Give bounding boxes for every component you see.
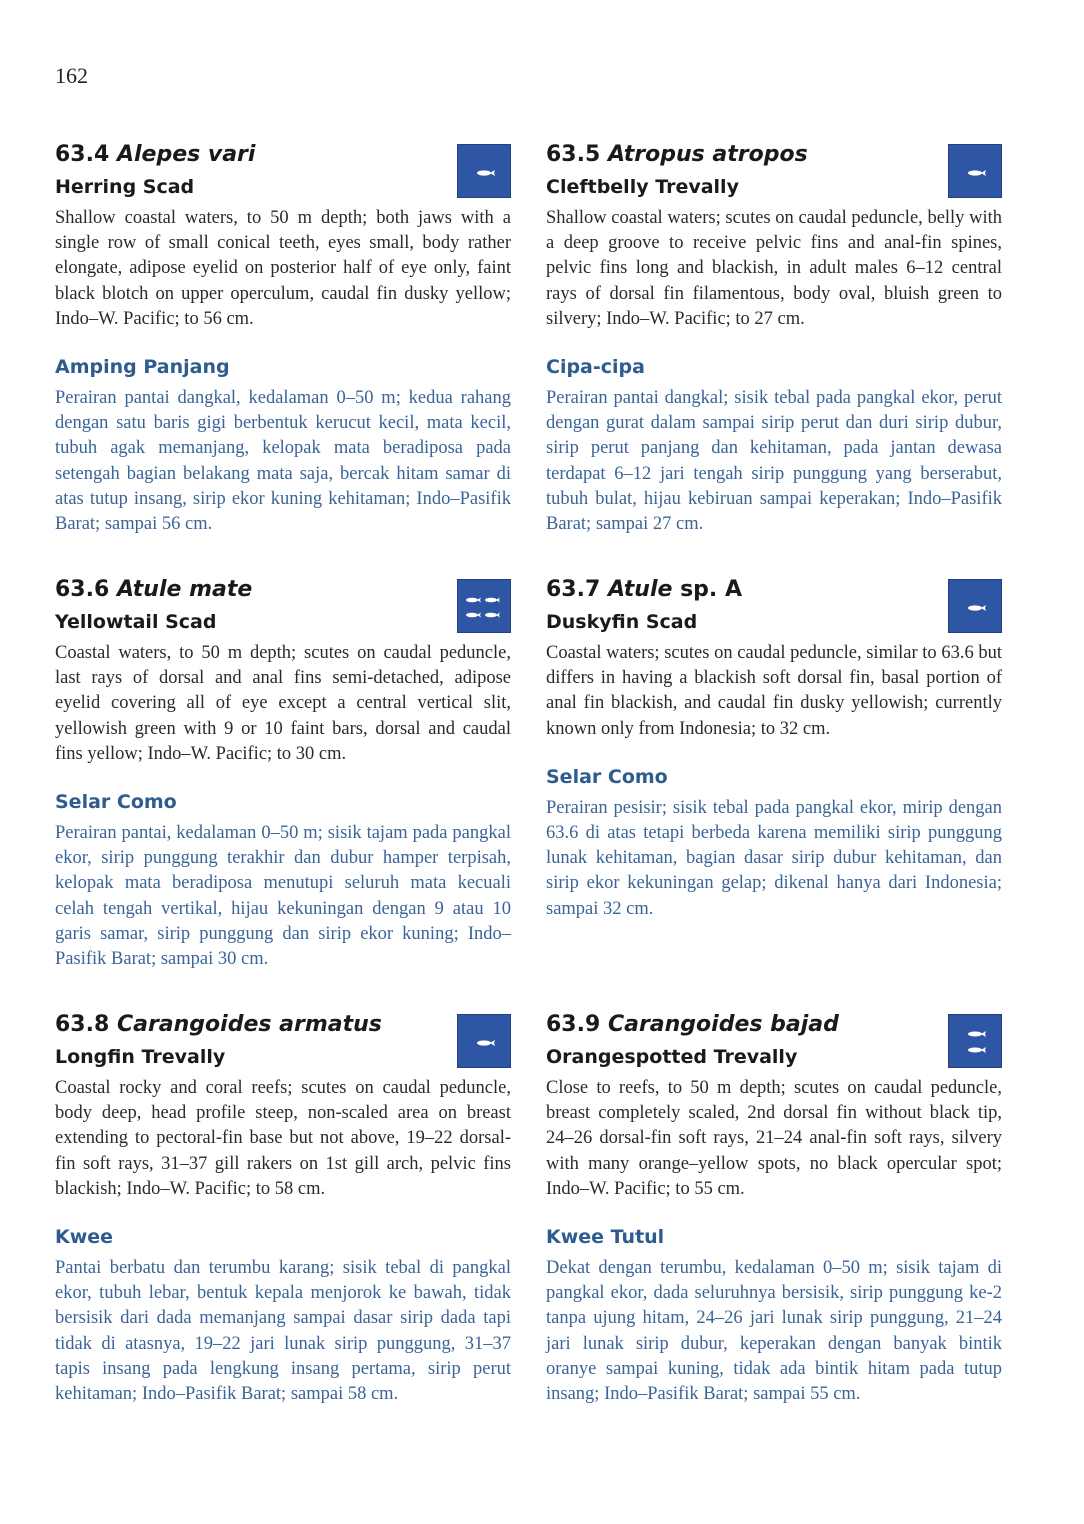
single-fish-icon (457, 144, 511, 198)
species-number: 63.4 (55, 142, 110, 167)
species-number: 63.5 (546, 142, 601, 167)
common-name: Yellowtail Scad (55, 611, 217, 633)
species-description: Close to reefs, to 50 m depth; scutes on caudal peduncle, breast completely scaled, 2nd dorsal fin without black tip, 24–26 dorsal-fin soft rays, 21–24 anal-fin soft rays, silvery with many orange–yellow spots, no black opercular spot; Indo–W. Pacific; to 55 cm. (546, 1078, 1002, 1199)
species-description: Shallow coastal waters, to 50 m depth; both jaws with a single row of small conical teeth, eyes small, body rather elongate, adipose eyelid on posterior half of eye only, faint black blotch on upper operculum, caudal fin dusky yellow; Indo–W. Pacific; to 56 cm. (55, 208, 511, 329)
scientific-suffix: sp. A (672, 577, 742, 602)
species-title (55, 1010, 511, 1040)
local-name: Cipa-cipa (546, 356, 645, 379)
species-description: Shallow coastal waters; scutes on caudal peduncle, belly with a deep groove to receive pelvic fins and anal-fin spines, pelvic fins long and blackish, in adult males 6–12 central rays of dorsal fin filamentous, body oval, bluish green to silvery; Indo–W. Pacific; to 27 cm. (546, 208, 1002, 329)
species-title (546, 1010, 1002, 1040)
local-name: Kwee Tutul (546, 1226, 665, 1249)
scientific-name: Atule (607, 577, 673, 602)
scientific-name: Carangoides bajad (607, 1012, 839, 1037)
species-title (546, 140, 1002, 170)
species-entry (546, 1010, 1002, 1407)
species-description: Coastal waters, to 50 m depth; scutes on caudal peduncle, last rays of dorsal and anal fins semi-detached, adipose eyelid covering all of eye except a central vertical slit, yellowish green with 9 or 10 faint bars, dorsal and caudal fins yellow; Indo–W. Pacific; to 30 cm. (55, 643, 511, 764)
two-fish-icon (948, 1014, 1002, 1068)
common-name: Herring Scad (55, 176, 195, 198)
fish-school-icon (457, 579, 511, 633)
local-description: Perairan pesisir; sisik tebal pada pangkal ekor, mirip dengan 63.6 di atas tetapi berbeda karena memiliki sirip punggung lunak kehitaman, bagian dasar sirip dubur kehitaman, dan sirip ekor kekuningan gelap; dikenal hanya dari Indonesia; sampai 32 cm. (546, 797, 1002, 919)
species-title (55, 575, 511, 605)
species-number: 63.7 (546, 577, 601, 602)
species-number: 63.6 (55, 577, 110, 602)
local-description: Perairan pantai dangkal; sisik tebal pada pangkal ekor, perut dengan gurat dalam sampai sirip perut dan duri sirip dubur, sirip perut panjang dan kehitaman, pada jantan dewasa terdapat 6–12 jari tengah sirip punggung yang berserabut, tubuh bulat, hijau kebiruan sampai keperakan; Indo–Pasifik Barat; sampai 27 cm. (546, 388, 1002, 535)
single-fish-icon (948, 144, 1002, 198)
common-name: Cleftbelly Trevally (546, 176, 739, 198)
species-number: 63.9 (546, 1012, 601, 1037)
species-entry (546, 140, 1002, 537)
single-fish-icon (948, 579, 1002, 633)
local-name: Amping Panjang (55, 356, 230, 379)
species-title (55, 140, 511, 170)
common-name: Orangespotted Trevally (546, 1046, 798, 1068)
single-fish-icon (457, 1014, 511, 1068)
local-name: Kwee (55, 1226, 114, 1249)
local-description: Perairan pantai dangkal, kedalaman 0–50 m; kedua rahang dengan satu baris gigi berbentuk kerucut kecil, mata kecil, tubuh agak memanjang, kelopak mata beradiposa pada setengah bagian belakang mata saja, bercak hitam samar di atas tutup insang, sirip ekor kuning kehitaman; Indo–Pasifik Barat; sampai 56 cm. (55, 388, 511, 535)
local-description: Perairan pantai, kedalaman 0–50 m; sisik tajam pada pangkal ekor, sirip punggung terakhir dan dubur hamper terpisah, kelopak mata beradiposa menutupi seluruh mata kecuali celah tengah vertikal, hijau kekuningan dengan 9 atau 10 garis samar, sirip punggung dan sirip ekor kuning; Indo–Pasifik Barat; sampai 30 cm. (55, 823, 511, 970)
species-entry (55, 140, 511, 537)
species-description: Coastal waters; scutes on caudal peduncle, similar to 63.6 but differs in having a blackish soft dorsal fin, basal portion of anal fin blackish, and caudal fin dusky yellowish; currently known only from Indonesia; to 32 cm. (546, 643, 1002, 739)
species-entry (546, 575, 1002, 922)
local-name: Selar Como (546, 765, 668, 788)
species-entry (55, 1010, 511, 1407)
common-name: Longfin Trevally (55, 1046, 226, 1068)
species-number: 63.8 (55, 1012, 110, 1037)
page-number: 162 (55, 63, 88, 88)
species-description: Coastal rocky and coral reefs; scutes on caudal peduncle, body deep, head profile steep, non-scaled area on breast extending to pectoral-fin base but not above, 19–22 dorsal-fin soft rays, 31–37 gill rakers on 1st gill arch, pelvic fins blackish; Indo–W. Pacific; to 58 cm. (55, 1078, 511, 1199)
scientific-name: Atropus atropos (607, 142, 808, 167)
local-description: Dekat dengan terumbu, kedalaman 0–50 m; sisik tajam di pangkal ekor, dada seluruhnya bersisik, sirip punggung ke-2 tanpa ujung hitam, 24–26 jari lunak sirip punggung, 21–24 jari lunak sirip dubur, keperakan dengan banyak bintik oranye sampai kuning, tidak ada bintik hitam pada tutup insang; Indo–Pasifik Barat; sampai 55 cm. (546, 1258, 1002, 1405)
scientific-name: Carangoides armatus (116, 1012, 382, 1037)
scientific-name: Alepes vari (116, 142, 256, 167)
local-description: Pantai berbatu dan terumbu karang; sisik tebal di pangkal ekor, tubuh lebar, bentuk kepala menjorok ke bawah, tidak bersisik dari dada memanjang sampai dasar sirip dada tapi tidak di atasnya, 19–22 jari lunak sirip punggung, 31–37 tapis insang pada lengkung insang pertama, sirip perut kehitaman; Indo–Pasifik Barat; sampai 58 cm. (55, 1258, 511, 1405)
scientific-name: Atule mate (116, 577, 253, 602)
local-name: Selar Como (55, 791, 177, 814)
common-name: Duskyfin Scad (546, 611, 698, 633)
species-title (546, 575, 1002, 605)
species-entry (55, 575, 511, 972)
